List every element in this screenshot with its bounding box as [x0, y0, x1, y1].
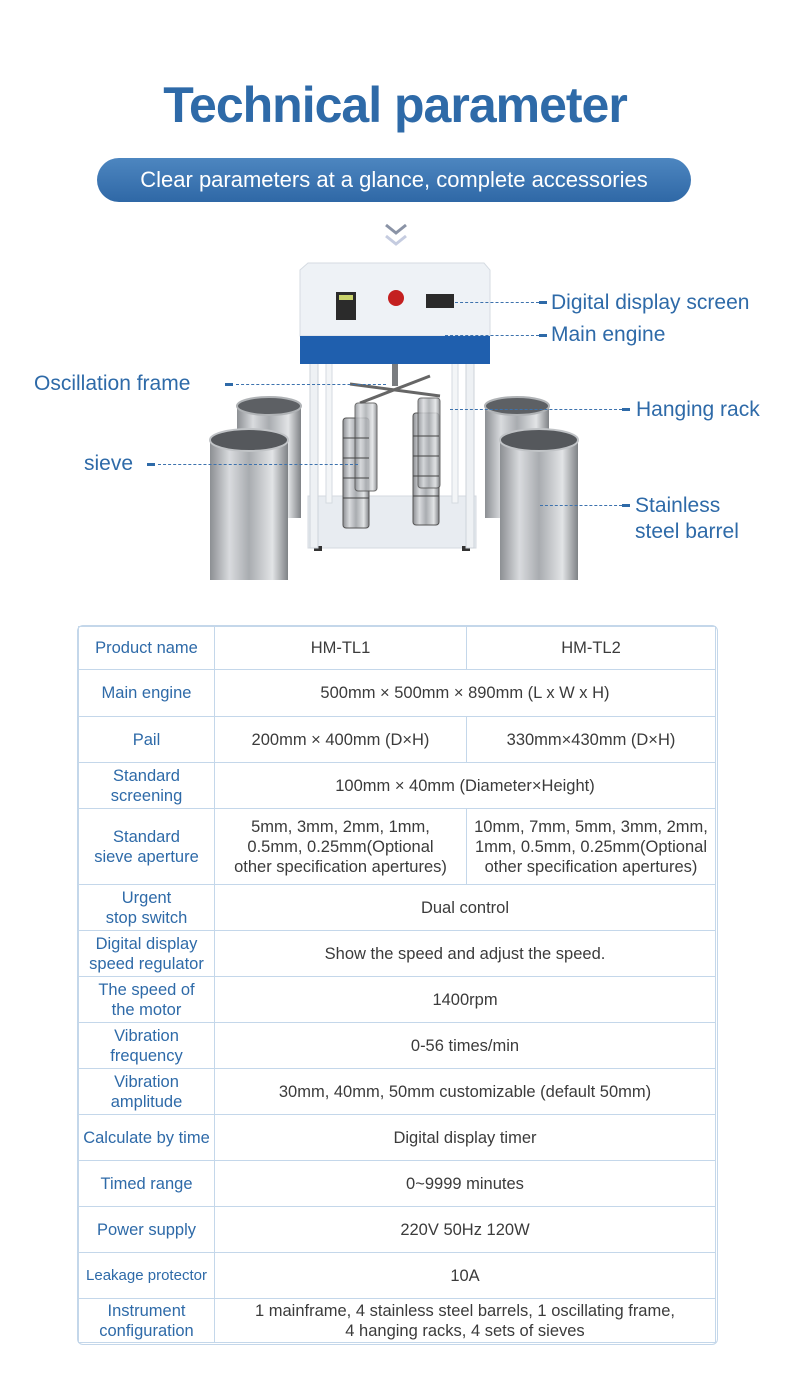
table-row — [79, 1161, 716, 1207]
cell-value: 30mm, 40mm, 50mm customizable (default 50mm) — [215, 1069, 716, 1115]
callout-sieve: sieve — [84, 452, 134, 475]
stainless-barrel-leader — [540, 505, 622, 506]
label-line: Vibration — [114, 1026, 179, 1045]
cell-hm-tl2 — [467, 809, 716, 885]
row-label — [79, 809, 215, 885]
label-line: The speed of — [98, 980, 195, 999]
label-line: amplitude — [110, 1092, 183, 1111]
label-line: stop switch — [105, 908, 188, 927]
row-label: Product name — [79, 627, 215, 670]
cell-hm-tl1: 200mm × 400mm (D×H) — [215, 717, 467, 763]
row-label — [79, 977, 215, 1023]
table-row — [79, 977, 716, 1023]
cell-hm-tl2: 330mm×430mm (D×H) — [467, 717, 716, 763]
cell-value: 500mm × 500mm × 890mm (L x W x H) — [215, 670, 716, 717]
subtitle-banner: Clear parameters at a glance, complete accessories — [97, 158, 691, 202]
label-line: screening — [110, 786, 183, 805]
row-label: Power supply — [79, 1207, 215, 1253]
label-line: Standard — [113, 766, 180, 785]
cell-value: 0~9999 minutes — [215, 1161, 716, 1207]
label-line: Vibration — [114, 1072, 179, 1091]
table-row — [79, 1115, 716, 1161]
value-line: 1mm, 0.5mm, 0.25mm(Optional — [475, 837, 707, 856]
oscillation-frame-leader-end — [225, 383, 233, 386]
oscillation-frame-leader — [236, 384, 386, 385]
sieve-leader — [158, 464, 358, 465]
cell-hm-tl1 — [215, 809, 467, 885]
digital-display-leader — [455, 302, 539, 303]
cell-hm-tl2: HM-TL2 — [467, 627, 716, 670]
row-label — [79, 1069, 215, 1115]
value-line: 0.5mm, 0.25mm(Optional — [247, 837, 434, 856]
callout-oscillation-frame: Oscillation frame — [34, 372, 191, 395]
callout-stainless-steel-barrel — [635, 493, 739, 545]
cell-hm-tl1: HM-TL1 — [215, 627, 467, 670]
hanging-rack-leader — [450, 409, 622, 410]
value-line: 10mm, 7mm, 5mm, 3mm, 2mm, — [474, 817, 708, 836]
table-row — [79, 931, 716, 977]
double-chevron-down-icon — [383, 222, 409, 250]
label-line: speed regulator — [89, 954, 204, 973]
value-line: 1 mainframe, 4 stainless steel barrels, 1 oscillating frame, — [254, 1301, 675, 1320]
label-line: sieve aperture — [94, 847, 199, 866]
label-line: frequency — [110, 1046, 183, 1065]
cell-value: 0-56 times/min — [215, 1023, 716, 1069]
digital-display-leader-end — [539, 301, 547, 304]
cell-value: Dual control — [215, 885, 716, 931]
main-engine-leader-end — [539, 334, 547, 337]
table-row — [79, 1069, 716, 1115]
table-row — [79, 1253, 716, 1299]
label-line: configuration — [99, 1321, 194, 1340]
row-label: Calculate by time — [79, 1115, 215, 1161]
label-line: Standard — [113, 827, 180, 846]
cell-value: 1400rpm — [215, 977, 716, 1023]
table-row — [79, 763, 716, 809]
cell-value: 100mm × 40mm (Diameter×Height) — [215, 763, 716, 809]
sieve-shaker-machine-image — [200, 258, 600, 588]
label-line: Instrument — [107, 1301, 186, 1320]
row-label: Timed range — [79, 1161, 215, 1207]
table-row — [79, 885, 716, 931]
row-label — [79, 763, 215, 809]
row-label — [79, 1299, 215, 1343]
table-row — [79, 1023, 716, 1069]
table-row — [79, 809, 716, 885]
table-row — [79, 670, 716, 717]
value-line: 4 hanging racks, 4 sets of sieves — [345, 1321, 585, 1340]
spec-table — [78, 626, 716, 1343]
cell-value: 220V 50Hz 120W — [215, 1207, 716, 1253]
stainless-barrel-leader-end — [622, 504, 630, 507]
cell-value — [215, 1299, 716, 1343]
label-line: Urgent — [121, 888, 172, 907]
table-row — [79, 717, 716, 763]
callout-stainless-line2: steel barrel — [635, 520, 739, 543]
main-engine-leader — [445, 335, 539, 336]
row-label — [79, 931, 215, 977]
callout-main-engine: Main engine — [551, 323, 666, 346]
row-label: Pail — [79, 717, 215, 763]
value-line: 5mm, 3mm, 2mm, 1mm, — [251, 817, 430, 836]
label-line: the motor — [111, 1000, 182, 1019]
hanging-rack-leader-end — [622, 408, 630, 411]
page-title: Technical parameter — [163, 77, 627, 133]
value-line: other specification apertures) — [484, 857, 698, 876]
value-line: other specification apertures) — [234, 857, 447, 876]
table-row — [79, 1299, 716, 1343]
row-label: Leakage protector — [79, 1253, 215, 1299]
callout-digital-display-screen: Digital display screen — [551, 291, 750, 314]
label-line: Digital display — [95, 934, 198, 953]
row-label — [79, 1023, 215, 1069]
cell-value: Show the speed and adjust the speed. — [215, 931, 716, 977]
cell-value: 10A — [215, 1253, 716, 1299]
row-label: Main engine — [79, 670, 215, 717]
callout-stainless-line1: Stainless — [635, 494, 721, 517]
cell-value: Digital display timer — [215, 1115, 716, 1161]
table-row — [79, 1207, 716, 1253]
sieve-leader-end — [147, 463, 155, 466]
table-row — [79, 627, 716, 670]
row-label — [79, 885, 215, 931]
callout-hanging-rack: Hanging rack — [636, 398, 760, 421]
